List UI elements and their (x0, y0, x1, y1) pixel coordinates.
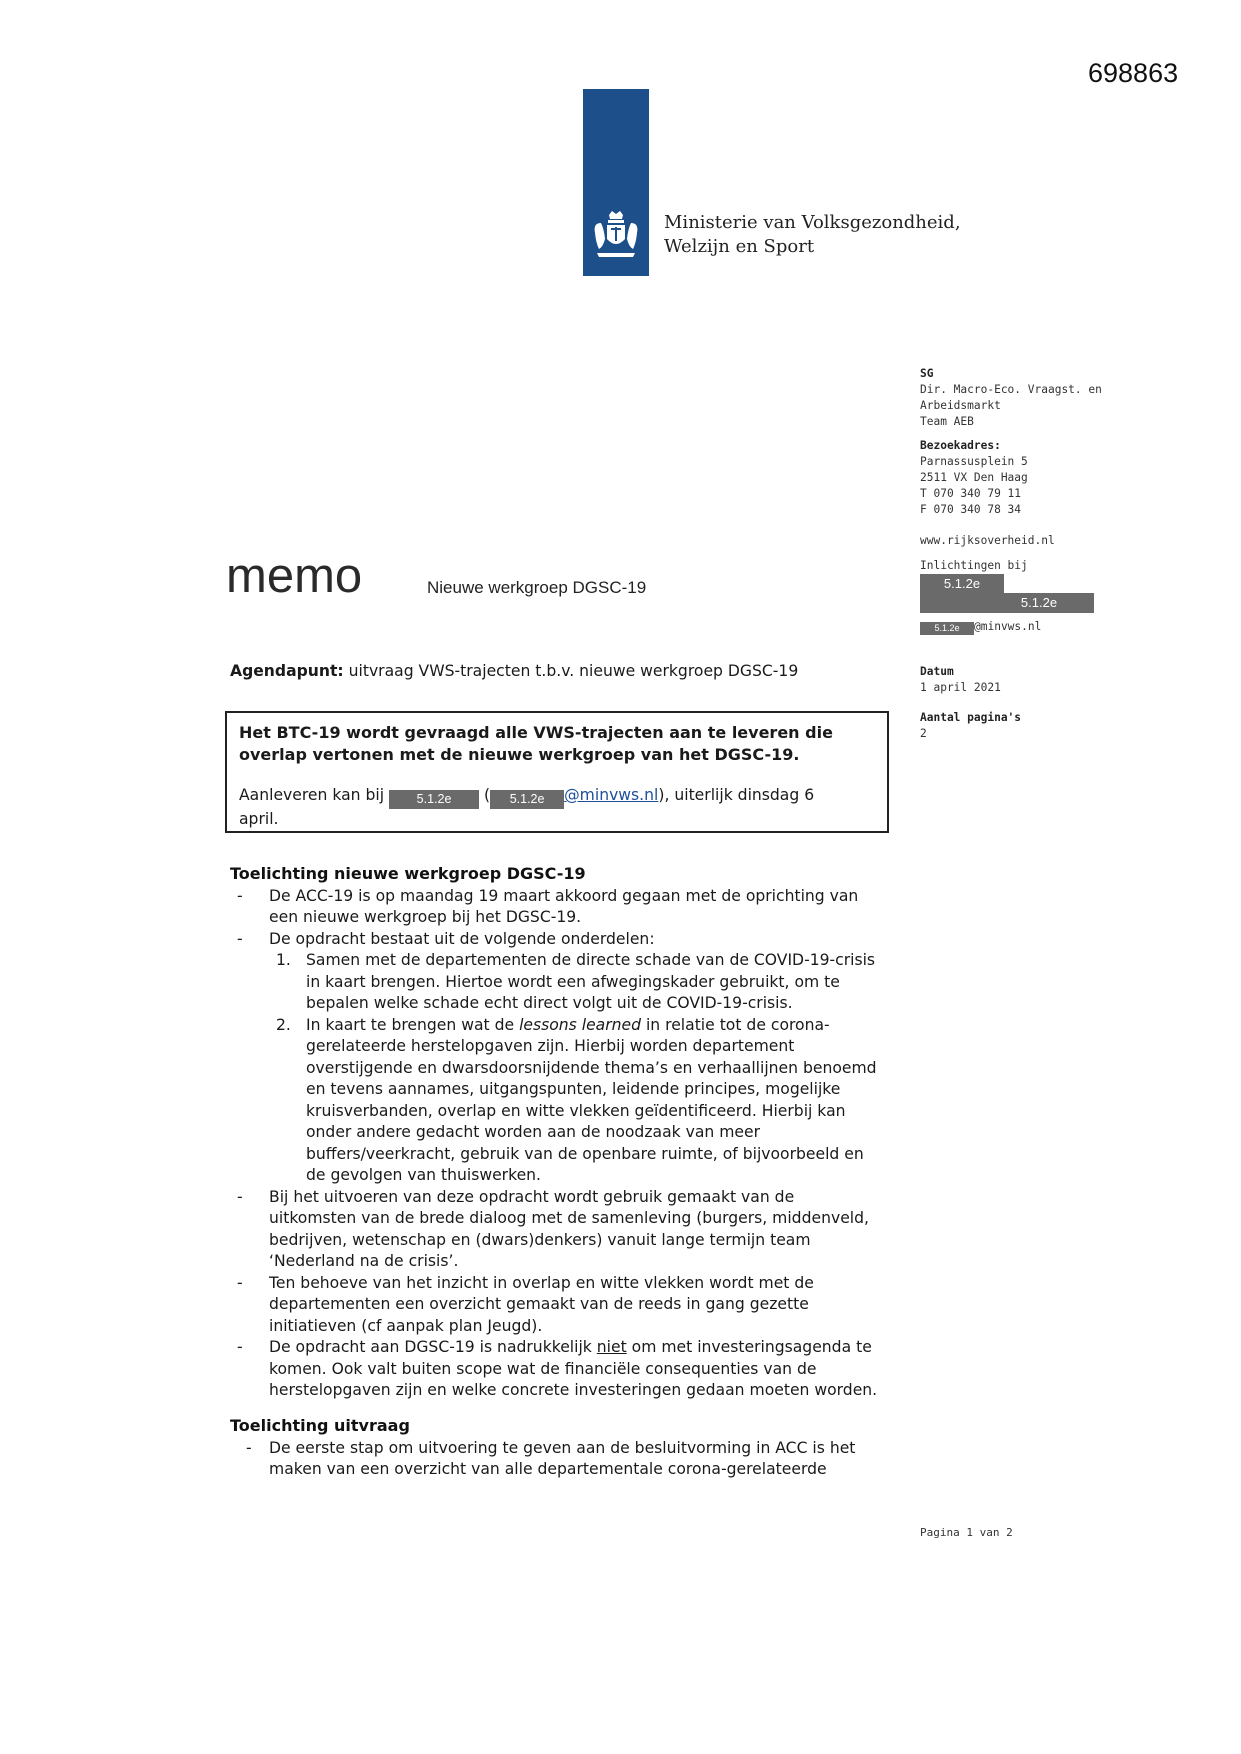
contact-email-link[interactable]: @minvws.nl (564, 786, 659, 804)
section-heading-uitvraag: Toelichting uitvraag (230, 1416, 410, 1435)
email-suffix: @minvws.nl (974, 620, 1042, 633)
item-2-line-2: gerelateerde herstelopgaven zijn. Hierbij worden departement (306, 1037, 795, 1055)
website[interactable]: www.rijksoverheid.nl (920, 534, 1055, 547)
redacted-email-prefix: 5.1.2e (920, 622, 974, 635)
date-value: 1 april 2021 (920, 681, 1001, 694)
request-line-2: overlap vertonen met de nieuwe werkgroep van het DGSC-19. (239, 744, 800, 764)
request-box (225, 711, 889, 833)
memo-subject: Nieuwe werkgroep DGSC-19 (427, 578, 647, 597)
agenda-item (230, 661, 910, 683)
item-2-line-6: onder andere gedacht worden aan de noodzaak van meer (306, 1123, 761, 1141)
deadline-text: ), uiterlijk dinsdag 6 (658, 786, 815, 804)
bullet-1-line-2: een nieuwe werkgroep bij het DGSC-19. (269, 908, 582, 926)
bullet-5-line-2: komen. Ook valt buiten scope wat de financiële consequenties van de (269, 1360, 817, 1378)
item-2-line-4: en tevens aannames, uitgangspunten, leidende principes, mogelijke (306, 1080, 841, 1098)
visit-address-label: Bezoekadres: (920, 439, 1001, 452)
item-1-line-1: Samen met de departementen de directe schade van de COVID-19-crisis (306, 951, 876, 969)
bullet-5-line-1 (269, 1337, 872, 1359)
item-2-text-c: in relatie tot de corona- (641, 1016, 830, 1034)
document-number: 698863 (1088, 58, 1179, 88)
item-2-text-italic: lessons learned (519, 1016, 642, 1034)
bullet-5-line-3: herstelopgaven zijn en welke concrete investeringen gedaan moeten worden. (269, 1381, 878, 1399)
deliver-text: Aanleveren kan bij (239, 786, 390, 804)
ministry-line-2: Welzijn en Sport (664, 236, 815, 257)
request-line-1: Het BTC-19 wordt gevraagd alle VWS-trajecten aan te leveren die (239, 723, 833, 742)
bullet-dash: - (237, 930, 243, 948)
list-number-1: 1. (276, 951, 291, 969)
uitvraag-line-2: maken van een overzicht van alle departementale corona-gerelateerde (269, 1460, 827, 1478)
sidebar-date (920, 664, 1001, 696)
redacted-name-2: 5.1.2e (920, 593, 1094, 613)
item-1-line-3: bepalen welke schade echt direct volgt uit de COVID-19-crisis. (306, 994, 793, 1012)
date-label: Datum (920, 665, 954, 678)
bullet-5-text-c: om met investeringsagenda te (626, 1338, 872, 1356)
bullet-5-text-a: De opdracht aan DGSC-19 is nadrukkelijk (269, 1338, 597, 1356)
rijksoverheid-logo (583, 89, 649, 276)
item-2-line-3: overstijgende en dwarsdoorsnijdende thema’s en verhaallijnen benoemd (306, 1059, 877, 1077)
address-line-2: 2511 VX Den Haag (920, 471, 1028, 484)
pages-label: Aantal pagina's (920, 711, 1022, 724)
paren-open: ( (479, 786, 491, 804)
redacted-name-1: 5.1.2e (920, 574, 1004, 593)
item-2-line-7: buffers/veerkracht, gebruik van de openbare ruimte, of bijvoorbeeld en (306, 1145, 864, 1163)
address-line-1: Parnassusplein 5 (920, 455, 1028, 468)
sidebar-dept-3: Team AEB (920, 415, 974, 428)
item-2-line-1 (306, 1015, 830, 1037)
redacted-contact-email: 5.1.2e (490, 790, 564, 809)
section-heading-werkgroep: Toelichting nieuwe werkgroep DGSC-19 (230, 864, 586, 883)
bullet-dash: - (237, 887, 243, 905)
info-label: Inlichtingen bij (920, 559, 1028, 572)
bullet-dash: - (246, 1439, 252, 1457)
sidebar-org: SG (920, 367, 934, 380)
sidebar-address (920, 438, 1028, 518)
bullet-dash: - (237, 1338, 243, 1356)
contact-email (920, 619, 1041, 635)
bullet-3-line-1: Bij het uitvoeren van deze opdracht wordt gebruik gemaakt van de (269, 1188, 795, 1206)
memo-heading: memo (226, 549, 363, 603)
ministry-name (664, 211, 961, 259)
delivery-instructions (239, 785, 879, 831)
bullet-4-line-2: departementen een overzicht gemaakt van de reeds in gang gezette (269, 1295, 809, 1313)
fax: F 070 340 78 34 (920, 503, 1022, 516)
redacted-contact-name: 5.1.2e (389, 790, 479, 809)
uitvraag-line-1: De eerste stap om uitvoering te geven aan de besluitvorming in ACC is het (269, 1439, 856, 1457)
sidebar-dept-2: Arbeidsmarkt (920, 399, 1001, 412)
bullet-4-line-1: Ten behoeve van het inzicht in overlap en witte vlekken wordt met de (269, 1274, 814, 1292)
sidebar-pages (920, 710, 1021, 742)
list-number-2: 2. (276, 1016, 291, 1034)
sidebar-sender (920, 366, 1102, 430)
request-question (239, 722, 859, 765)
pages-value: 2 (920, 727, 927, 740)
ministry-line-1: Ministerie van Volksgezondheid, (664, 212, 961, 233)
bullet-1-line-1: De ACC-19 is op maandag 19 maart akkoord gegaan met de oprichting van (269, 887, 859, 905)
bullet-dash: - (237, 1274, 243, 1292)
phone: T 070 340 79 11 (920, 487, 1022, 500)
item-2-text-a: In kaart te brengen wat de (306, 1016, 520, 1034)
royal-crest-icon (589, 209, 643, 263)
deadline-text-2: april. (239, 810, 279, 828)
page-footer: Pagina 1 van 2 (920, 1526, 1013, 1539)
sidebar-dept-1: Dir. Macro-Eco. Vraagst. en (920, 383, 1102, 396)
bullet-3-line-4: ‘Nederland na de crisis’. (269, 1252, 459, 1270)
agenda-text: uitvraag VWS-trajecten t.b.v. nieuwe werkgroep DGSC-19 (343, 662, 799, 680)
bullet-dash: - (237, 1188, 243, 1206)
bullet-3-line-2: uitkomsten van de brede dialoog met de samenleving (burgers, middenveld, (269, 1209, 869, 1227)
item-2-line-8: de gevolgen van thuiswerken. (306, 1166, 542, 1184)
bullet-5-emphasis: niet (596, 1338, 627, 1356)
bullet-2-line-1: De opdracht bestaat uit de volgende onderdelen: (269, 930, 655, 948)
agenda-label: Agendapunt: (230, 662, 344, 680)
item-2-line-5: kruisverbanden, overlap en witte vlekken geïdentificeerd. Hierbij kan (306, 1102, 846, 1120)
bullet-3-line-3: bedrijven, wetenschap en (dwars)denkers) vanuit lange termijn team (269, 1231, 811, 1249)
bullet-4-line-3: initiatieven (cf aanpak plan Jeugd). (269, 1317, 543, 1335)
item-1-line-2: in kaart brengen. Hiertoe wordt een afwegingskader gebruikt, om te (306, 973, 840, 991)
